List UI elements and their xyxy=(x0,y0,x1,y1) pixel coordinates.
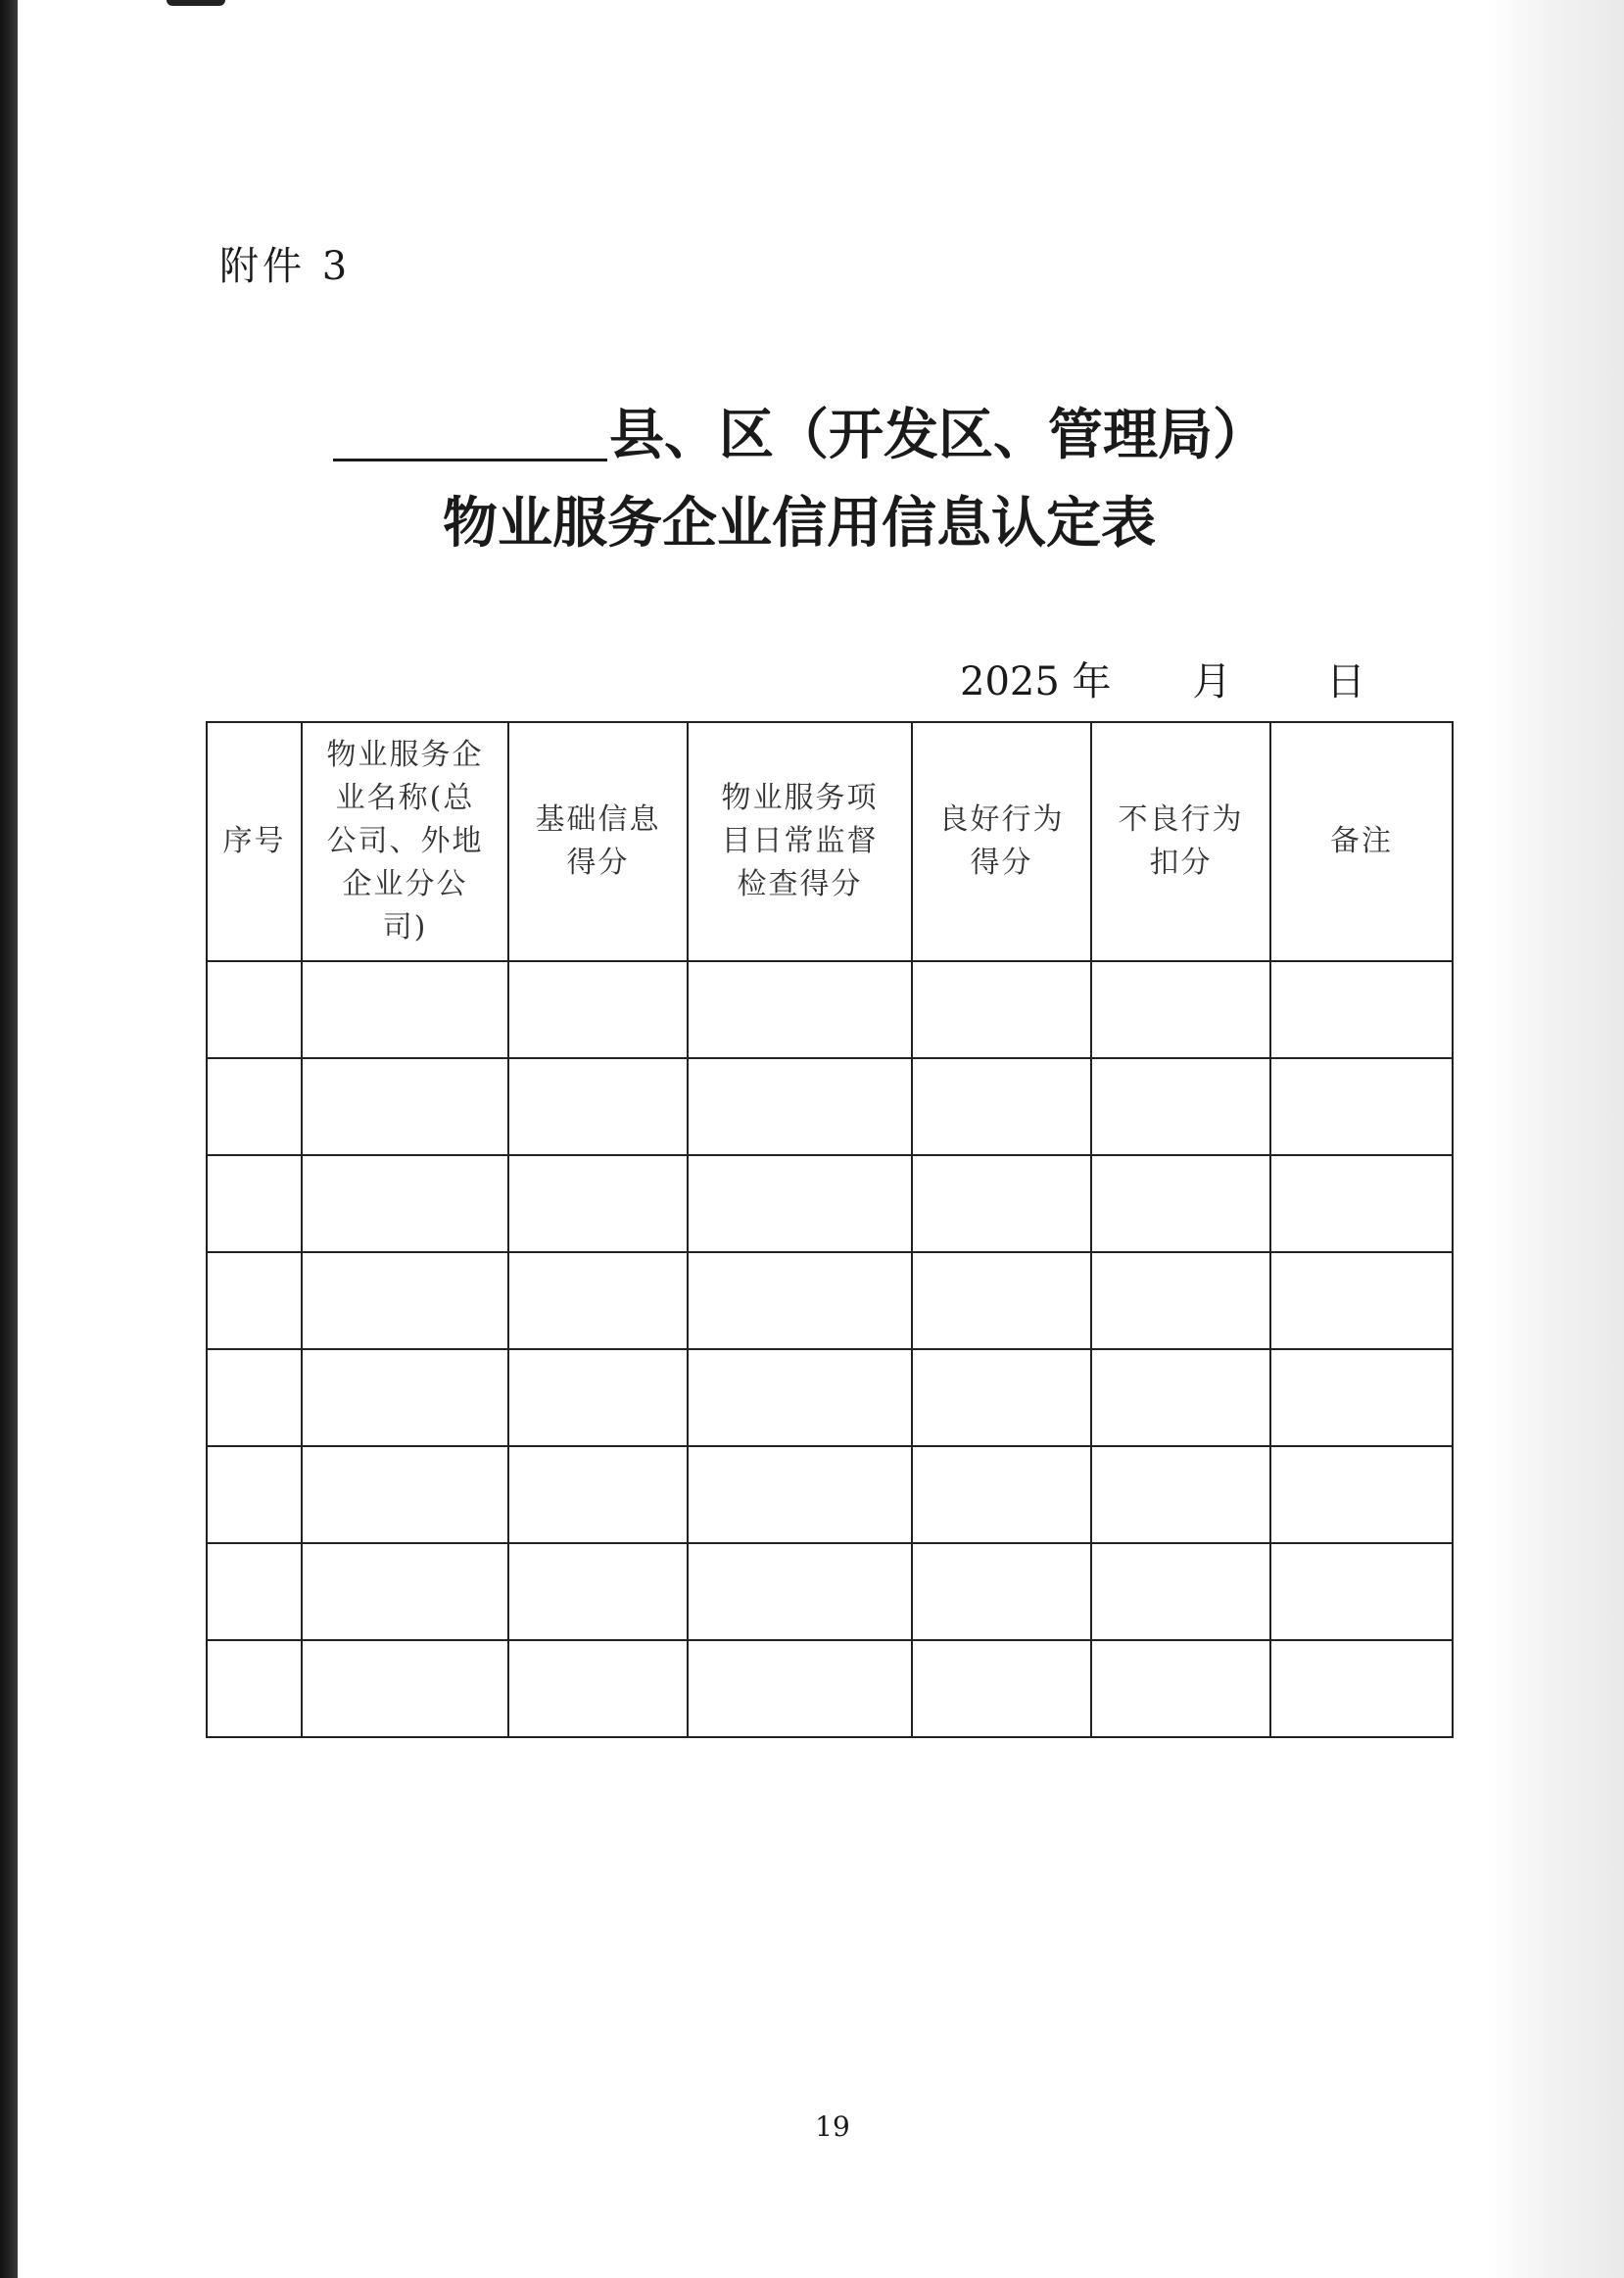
date-year-unit: 年 xyxy=(1072,659,1112,704)
header-serial-number: 序号 xyxy=(207,722,302,961)
table-row xyxy=(207,1349,1453,1446)
table-cell[interactable] xyxy=(912,1640,1091,1737)
table-cell[interactable] xyxy=(688,961,912,1058)
table-row xyxy=(207,1543,1453,1640)
credit-info-table xyxy=(206,721,1454,1738)
table-cell[interactable] xyxy=(912,1155,1091,1252)
table-cell[interactable] xyxy=(1091,1252,1270,1349)
table-cell[interactable] xyxy=(302,961,508,1058)
table-header-row xyxy=(207,722,1453,961)
table-cell[interactable] xyxy=(508,1543,688,1640)
scan-page-shadow xyxy=(1487,0,1624,2278)
table-cell[interactable] xyxy=(1270,1349,1453,1446)
table-cell[interactable] xyxy=(1091,1446,1270,1543)
table-cell[interactable] xyxy=(302,1252,508,1349)
table-cell[interactable] xyxy=(1270,1446,1453,1543)
table-cell[interactable] xyxy=(302,1058,508,1155)
table-cell[interactable] xyxy=(1091,1058,1270,1155)
table-cell[interactable] xyxy=(1091,961,1270,1058)
table-cell[interactable] xyxy=(508,1058,688,1155)
table-cell[interactable] xyxy=(688,1543,912,1640)
table-cell[interactable] xyxy=(508,1155,688,1252)
table-cell[interactable] xyxy=(912,1058,1091,1155)
table-cell[interactable] xyxy=(1270,1058,1453,1155)
table-cell[interactable] xyxy=(207,1252,302,1349)
table-cell[interactable] xyxy=(207,1058,302,1155)
title-line-2: 物业服务企业信用信息认定表 xyxy=(443,491,1156,556)
table-row xyxy=(207,1155,1453,1252)
table-cell[interactable] xyxy=(1091,1349,1270,1446)
table-cell[interactable] xyxy=(302,1543,508,1640)
table-cell[interactable] xyxy=(688,1640,912,1737)
table-row xyxy=(207,961,1453,1058)
table-cell[interactable] xyxy=(1270,1543,1453,1640)
table-row xyxy=(207,1252,1453,1349)
table-cell[interactable] xyxy=(1270,1155,1453,1252)
table-cell[interactable] xyxy=(207,1446,302,1543)
table-cell[interactable] xyxy=(912,1446,1091,1543)
table-cell[interactable] xyxy=(912,1349,1091,1446)
table-cell[interactable] xyxy=(912,1543,1091,1640)
table-cell[interactable] xyxy=(207,961,302,1058)
header-bad-behavior-deduction: 不良行为 扣分 xyxy=(1091,722,1270,961)
table-cell[interactable] xyxy=(1091,1155,1270,1252)
date-year: 2025 xyxy=(960,659,1060,704)
page-number: 19 xyxy=(815,2110,850,2143)
table-cell[interactable] xyxy=(508,1252,688,1349)
table-cell[interactable] xyxy=(302,1640,508,1737)
header-remarks: 备注 xyxy=(1270,722,1453,961)
county-name-blank xyxy=(333,406,607,461)
table-cell[interactable] xyxy=(1270,1252,1453,1349)
table-cell[interactable] xyxy=(508,1349,688,1446)
table-body xyxy=(207,961,1453,1737)
table-cell[interactable] xyxy=(688,1446,912,1543)
table-cell[interactable] xyxy=(688,1349,912,1446)
table-cell[interactable] xyxy=(207,1543,302,1640)
header-company-name: 物业服务企 业名称(总 公司、外地 企业分公 司) xyxy=(302,722,508,961)
header-inspection-score: 物业服务项 目日常监督 检查得分 xyxy=(688,722,912,961)
table-cell[interactable] xyxy=(207,1155,302,1252)
table-cell[interactable] xyxy=(302,1446,508,1543)
table-cell[interactable] xyxy=(207,1640,302,1737)
header-good-behavior-score: 良好行为 得分 xyxy=(912,722,1091,961)
table-cell[interactable] xyxy=(302,1349,508,1446)
table-row xyxy=(207,1446,1453,1543)
table-cell[interactable] xyxy=(912,961,1091,1058)
date-day-unit: 日 xyxy=(1325,659,1365,704)
table-row xyxy=(207,1058,1453,1155)
table-cell[interactable] xyxy=(1270,961,1453,1058)
table-cell[interactable] xyxy=(688,1155,912,1252)
date-line xyxy=(960,651,1365,706)
table-cell[interactable] xyxy=(508,1640,688,1737)
table-cell[interactable] xyxy=(207,1349,302,1446)
date-month-unit: 月 xyxy=(1192,659,1232,704)
table-cell[interactable] xyxy=(688,1252,912,1349)
title-line-1 xyxy=(333,392,1267,470)
table-cell[interactable] xyxy=(1270,1640,1453,1737)
header-basic-info-score: 基础信息 得分 xyxy=(508,722,688,961)
scan-binding-edge xyxy=(0,0,18,2278)
table-cell[interactable] xyxy=(1091,1640,1270,1737)
table-cell[interactable] xyxy=(302,1155,508,1252)
table-cell[interactable] xyxy=(912,1252,1091,1349)
attachment-label: 附件 3 xyxy=(219,244,352,289)
title-line-1-text: 县、区（开发区、管理局） xyxy=(609,403,1267,467)
table-cell[interactable] xyxy=(1091,1543,1270,1640)
scan-ink-blot xyxy=(167,0,225,6)
table-cell[interactable] xyxy=(688,1058,912,1155)
table-cell[interactable] xyxy=(508,961,688,1058)
table-cell[interactable] xyxy=(508,1446,688,1543)
table-row xyxy=(207,1640,1453,1737)
